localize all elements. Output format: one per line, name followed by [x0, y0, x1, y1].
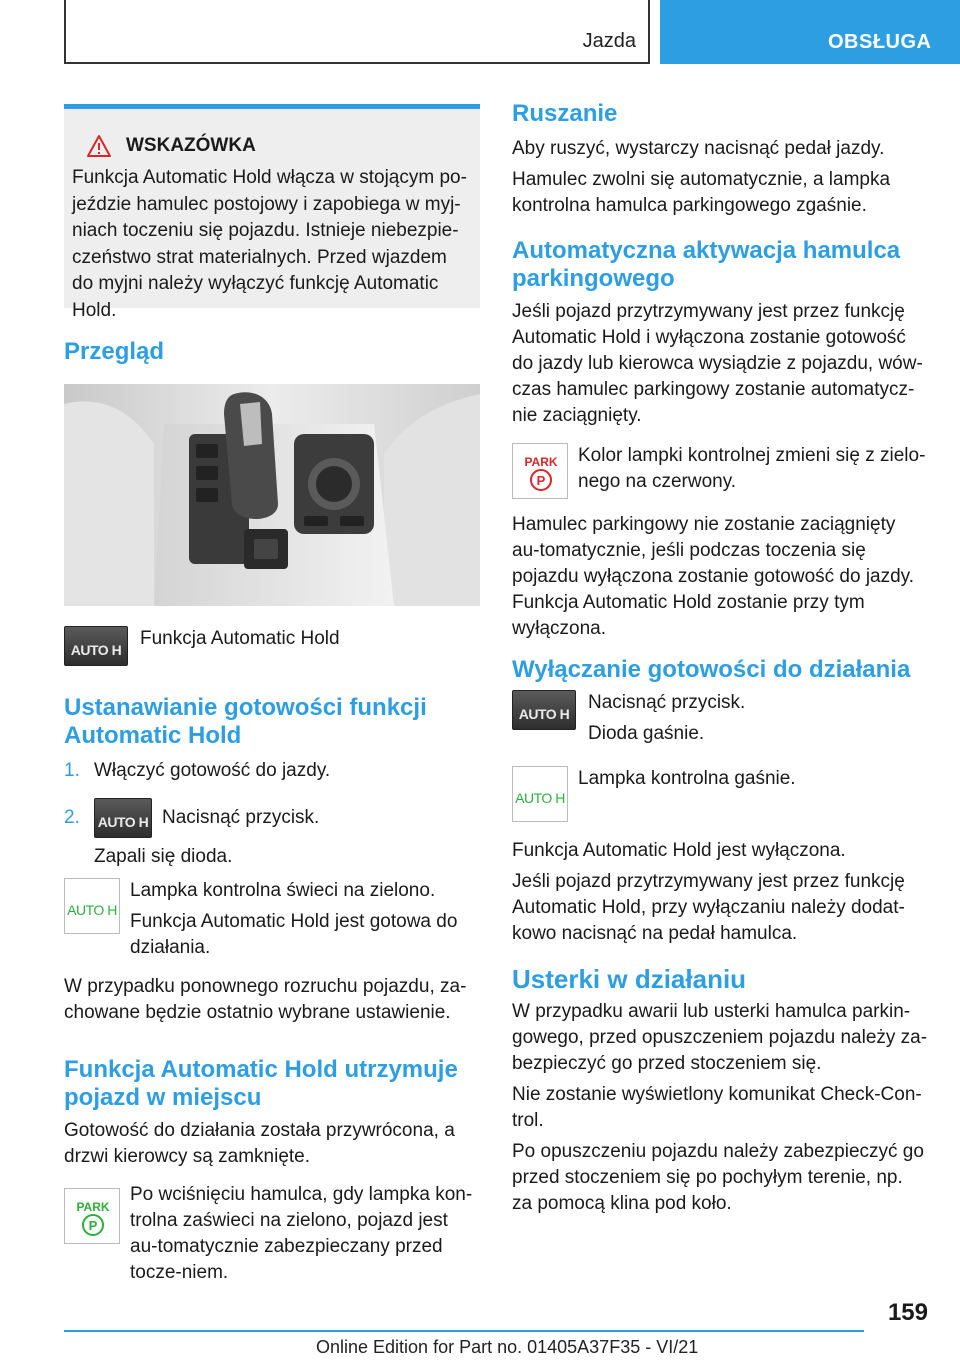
malfunction-text-2: Nie zostanie wyświetlony komunikat Check-Con-trol.: [512, 1084, 922, 1131]
holds-text: Gotowość do działania została przywrócona, a drzwi kierowcy są zamknięte.: [64, 1120, 455, 1167]
park-lamp-red-icon: [512, 443, 568, 499]
auto-h-lamp-green-icon: AUTO H: [64, 878, 120, 934]
auto-h-button-icon: AUTO H: [94, 798, 152, 838]
header-chapter-title: OBSŁUGA: [828, 31, 932, 53]
auto-h-button-icon: AUTO H: [512, 690, 576, 730]
holds-park-block: [64, 1182, 480, 1286]
footer-edition: Online Edition for Part no. 01405A37F35 - VI/21: [316, 1337, 699, 1357]
moving-off-text-1: Aby ruszyć, wystarczy nacisnąć pedał jazdy.: [512, 138, 885, 159]
auto-h-lamp-green-icon: AUTO H: [512, 766, 568, 822]
center-console-photo: [64, 384, 480, 606]
switch-off-lamp-text: Lampka kontrolna gaśnie.: [578, 768, 796, 789]
footer-divider: [64, 1330, 864, 1332]
setup-step-2-note: Zapali się dioda.: [94, 846, 233, 867]
setup-lamp-text-1: Lampka kontrolna świeci na zielono.: [130, 880, 436, 901]
auto-activation-heading: Automatyczna aktywacja hamulca parkingowego: [512, 237, 901, 292]
switch-off-text-1: Funkcja Automatic Hold jest wyłączona.: [512, 840, 846, 861]
moving-off-text-2: Hamulec zwolni się automatycznie, a lampka kontrolna hamulca parkingowego zgaśnie.: [512, 169, 891, 216]
setup-step-1: 1. Włączyć gotowość do jazdy.: [64, 760, 331, 781]
warning-title: WSKAZÓWKA: [126, 135, 256, 156]
switch-off-button-text-2: Dioda gaśnie.: [588, 723, 705, 744]
warning-text: Funkcja Automatic Hold włącza w stojącym po-jeździe hamulec postojowy i zapobiega w myj-niach toczeniu się pojazdu. Istnieje niebezpie-czeństwo strat materialnych. Przed wjazdem do myjni należy wyłączyć funkcję Automatic Hold.: [72, 167, 467, 321]
header-section-title: Jazda: [582, 30, 636, 52]
auto-h-button-icon: AUTO H: [64, 626, 128, 666]
page-number: 159: [887, 1299, 928, 1326]
svg-text:P: P: [88, 1218, 98, 1233]
malfunction-text-3: Po opuszczeniu pojazdu należy zabezpieczyć go przed stoczeniem się po pochyłym terenie, np. za pomocą klina pod koło.: [512, 1141, 924, 1214]
svg-text:P: P: [536, 473, 546, 488]
park-lamp-green-icon: [64, 1188, 120, 1244]
auto-activation-text-1: Jeśli pojazd przytrzymywany jest przez funkcję Automatic Hold i wyłączona zostanie gotowość do jazdy lub kierowca wysiądzie z pojazdu, wów-czas hamulec parkingowy zostanie automatycz-nie zaciągnięty.: [512, 301, 923, 426]
holds-heading: Funkcja Automatic Hold utrzymuje pojazd w miejscu: [64, 1056, 458, 1111]
malfunction-text-1: W przypadku awarii lub usterki hamulca parkin-gowego, przed opuszczeniem pojazdu należy za-bezpieczyć go przed stoczeniem się.: [512, 1001, 928, 1074]
right-column: [512, 100, 928, 1222]
switch-off-text-2: Jeśli pojazd przytrzymywany jest przez funkcję Automatic Hold, przy wyłączaniu należy dodat-kowo nacisnąć na pedał hamulca.: [512, 871, 905, 944]
header-chapter-tab: [660, 0, 960, 64]
setup-heading: Ustanawianie gotowości funkcji Automatic Hold: [64, 694, 427, 749]
svg-text:PARK: PARK: [524, 455, 558, 469]
warning-triangle-icon: [86, 134, 112, 158]
setup-lamp-text-2: Funkcja Automatic Hold jest gotowa do działania.: [130, 911, 458, 958]
svg-text:PARK: PARK: [76, 1200, 110, 1214]
header-section-box: [64, 0, 650, 64]
moving-off-heading: Ruszanie: [512, 100, 618, 127]
holds-park-text: Po wciśnięciu hamulca, gdy lampka kon-trolna zaświeci na zielono, pojazd jest au-tomatycznie zabezpieczany przed tocze-niem.: [130, 1184, 473, 1283]
setup-restart-text: W przypadku ponownego rozruchu pojazdu, za-chowane będzie ostatnio wybrane ustawienie.: [64, 976, 467, 1023]
warning-box: [64, 104, 480, 321]
left-column: [64, 104, 480, 1286]
center-console-illustration: [64, 384, 480, 606]
overview-heading: Przegląd: [64, 338, 165, 365]
switch-off-button-text-1: Nacisnąć przycisk.: [588, 692, 746, 713]
switch-off-heading: Wyłączanie gotowości do działania: [512, 656, 911, 683]
setup-step-2: 2. AUTO H Nacisnąć przycisk.: [64, 798, 480, 838]
malfunction-heading: Usterki w działaniu: [512, 964, 747, 994]
auto-activation-text-2: Hamulec parkingowy nie zostanie zaciągnięty au-tomatycznie, jeśli podczas toczenia się pojazdu wyłączona zostanie gotowość do jazdy. Funkcja Automatic Hold zostanie przy tym wyłączona.: [512, 514, 915, 639]
auto-activation-park-text: Kolor lampki kontrolnej zmieni się z zielo-nego na czerwony.: [578, 445, 926, 492]
overview-caption: Funkcja Automatic Hold: [140, 628, 340, 649]
